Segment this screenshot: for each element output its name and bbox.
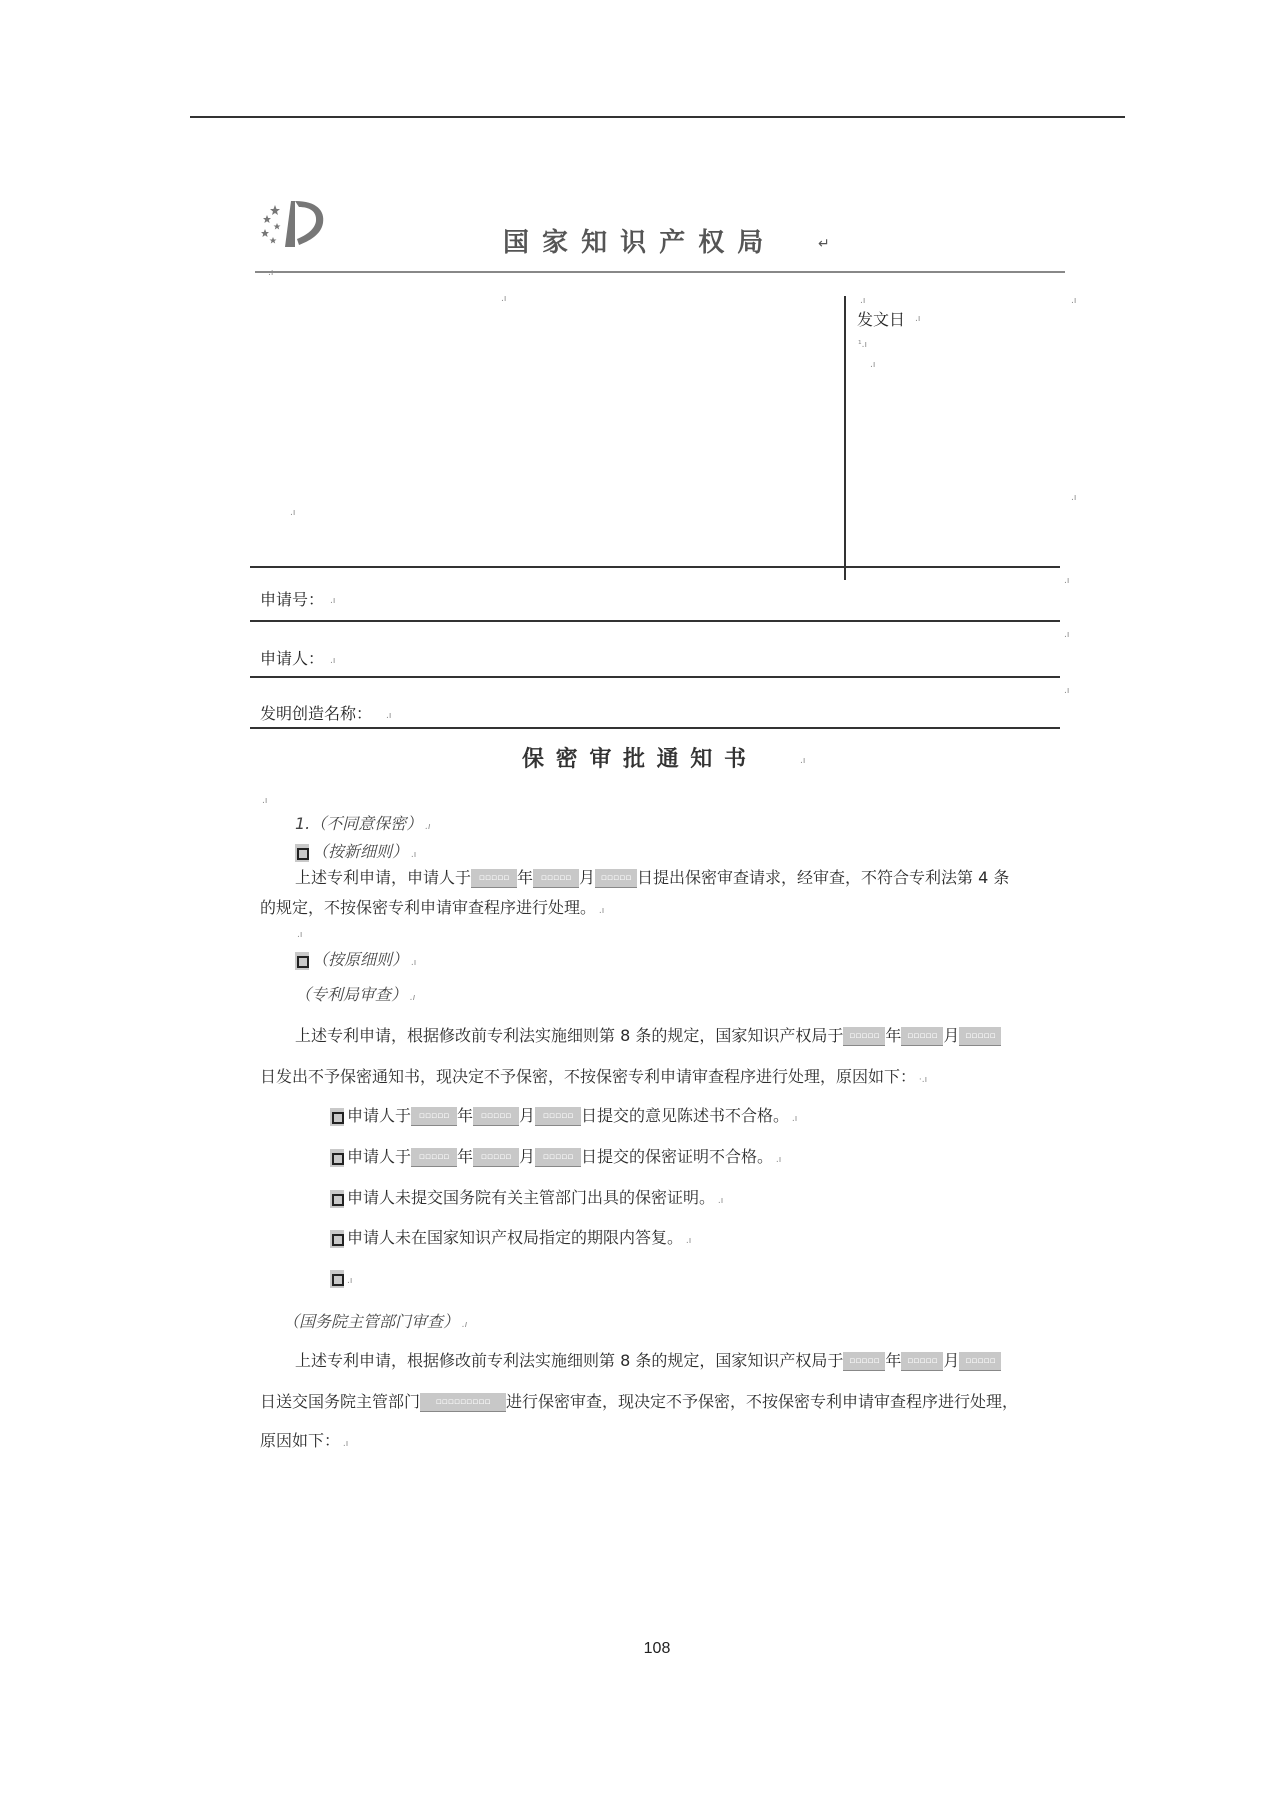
top-rule [190, 116, 1125, 118]
paragraph-3-cont: 日送交国务院主管部门 ▫▫▫▫▫▫▫▫▫ 进行保密审查，现决定不予保密，不按保密专利申请审查程序进行处理， [260, 1392, 1019, 1411]
day-field[interactable]: ▫▫▫▫▫ [535, 1107, 581, 1126]
subheading-patent-office: （专利局审查） .ı [295, 985, 416, 1004]
reason-item[interactable]: 申请人未提交国务院有关主管部门出具的保密证明。 .ı [330, 1188, 723, 1211]
month-field[interactable]: ▫▫▫▫▫ [901, 1352, 943, 1371]
invention-name-label: 发明创造名称： [260, 704, 373, 723]
page-number: 108 [643, 1640, 671, 1657]
checkbox-icon[interactable] [330, 1108, 344, 1126]
issue-date-label: 发文日 [857, 310, 906, 329]
month-field[interactable]: ▫▫▫▫▫ [533, 869, 579, 888]
checkbox-icon[interactable] [330, 1230, 344, 1248]
checkbox-icon[interactable] [330, 1190, 344, 1208]
paragraph-3-end: 原因如下： .ı [260, 1431, 349, 1450]
applicant-label: 申请人： [260, 649, 325, 668]
option-new-rules[interactable]: （按新细则） .ı [295, 842, 416, 865]
year-field[interactable]: ▫▫▫▫▫ [411, 1107, 457, 1126]
paragraph-2-cont: 日发出不予保密通知书，现决定不予保密，不按保密专利申请审查程序进行处理，原因如下： ·.ı [260, 1067, 928, 1086]
office-name: 国 家 知 识 产 权 局 [503, 228, 766, 258]
day-field[interactable]: ▫▫▫▫▫ [959, 1027, 1001, 1046]
reason-item[interactable]: 申请人未在国家知识产权局指定的期限内答复。 .ı [330, 1228, 691, 1251]
year-field[interactable]: ▫▫▫▫▫ [843, 1027, 885, 1046]
address-divider [844, 296, 846, 580]
month-field[interactable]: ▫▫▫▫▫ [473, 1107, 519, 1126]
month-field[interactable]: ▫▫▫▫▫ [901, 1027, 943, 1046]
department-field[interactable]: ▫▫▫▫▫▫▫▫▫ [420, 1393, 506, 1412]
cnipa-logo-icon [255, 195, 335, 255]
checkbox-icon[interactable] [330, 1270, 344, 1288]
reason-item[interactable]: 申请人于 ▫▫▫▫▫ 年 ▫▫▫▫▫ 月 ▫▫▫▫▫ 日提交的意见陈述书不合格。 .ı [330, 1106, 797, 1129]
subheading-state-council: （国务院主管部门审查） .ı [283, 1312, 468, 1331]
year-field[interactable]: ▫▫▫▫▫ [411, 1148, 457, 1167]
paragraph-1: 上述专利申请，申请人于 ▫▫▫▫▫ 年 ▫▫▫▫▫ 月 ▫▫▫▫▫ 日提出保密审查请求，经审查，不符合专利法第 4 条 [295, 868, 1010, 887]
day-field[interactable]: ▫▫▫▫▫ [595, 869, 637, 888]
checkbox-icon[interactable] [295, 844, 309, 862]
reason-item-other[interactable]: .ı [330, 1268, 352, 1291]
application-number-label: 申请号： [260, 590, 325, 609]
checkbox-icon[interactable] [295, 952, 309, 970]
month-field[interactable]: ▫▫▫▫▫ [473, 1148, 519, 1167]
paragraph-3: 上述专利申请，根据修改前专利法实施细则第 8 条的规定，国家知识产权局于 ▫▫▫▫▫ 年 ▫▫▫▫▫ 月 ▫▫▫▫▫ [295, 1351, 1001, 1371]
checkbox-icon[interactable] [330, 1149, 344, 1167]
option-old-rules[interactable]: （按原细则） .ı [295, 950, 416, 973]
section-heading: 1.（不同意保密） .ı [295, 814, 431, 833]
year-field[interactable]: ▫▫▫▫▫ [471, 869, 517, 888]
reason-item[interactable]: 申请人于 ▫▫▫▫▫ 年 ▫▫▫▫▫ 月 ▫▫▫▫▫ 日提交的保密证明不合格。 .ı [330, 1147, 781, 1170]
paragraph-1-cont: 的规定，不按保密专利申请审查程序进行处理。 .ı [260, 898, 605, 917]
day-field[interactable]: ▫▫▫▫▫ [535, 1148, 581, 1167]
year-field[interactable]: ▫▫▫▫▫ [843, 1352, 885, 1371]
header-rule [255, 271, 1065, 273]
paragraph-2: 上述专利申请，根据修改前专利法实施细则第 8 条的规定，国家知识产权局于 ▫▫▫▫▫ 年 ▫▫▫▫▫ 月 ▫▫▫▫▫ [295, 1026, 1001, 1046]
notice-title: 保 密 审 批 通 知 书 [522, 747, 748, 772]
day-field[interactable]: ▫▫▫▫▫ [959, 1352, 1001, 1371]
